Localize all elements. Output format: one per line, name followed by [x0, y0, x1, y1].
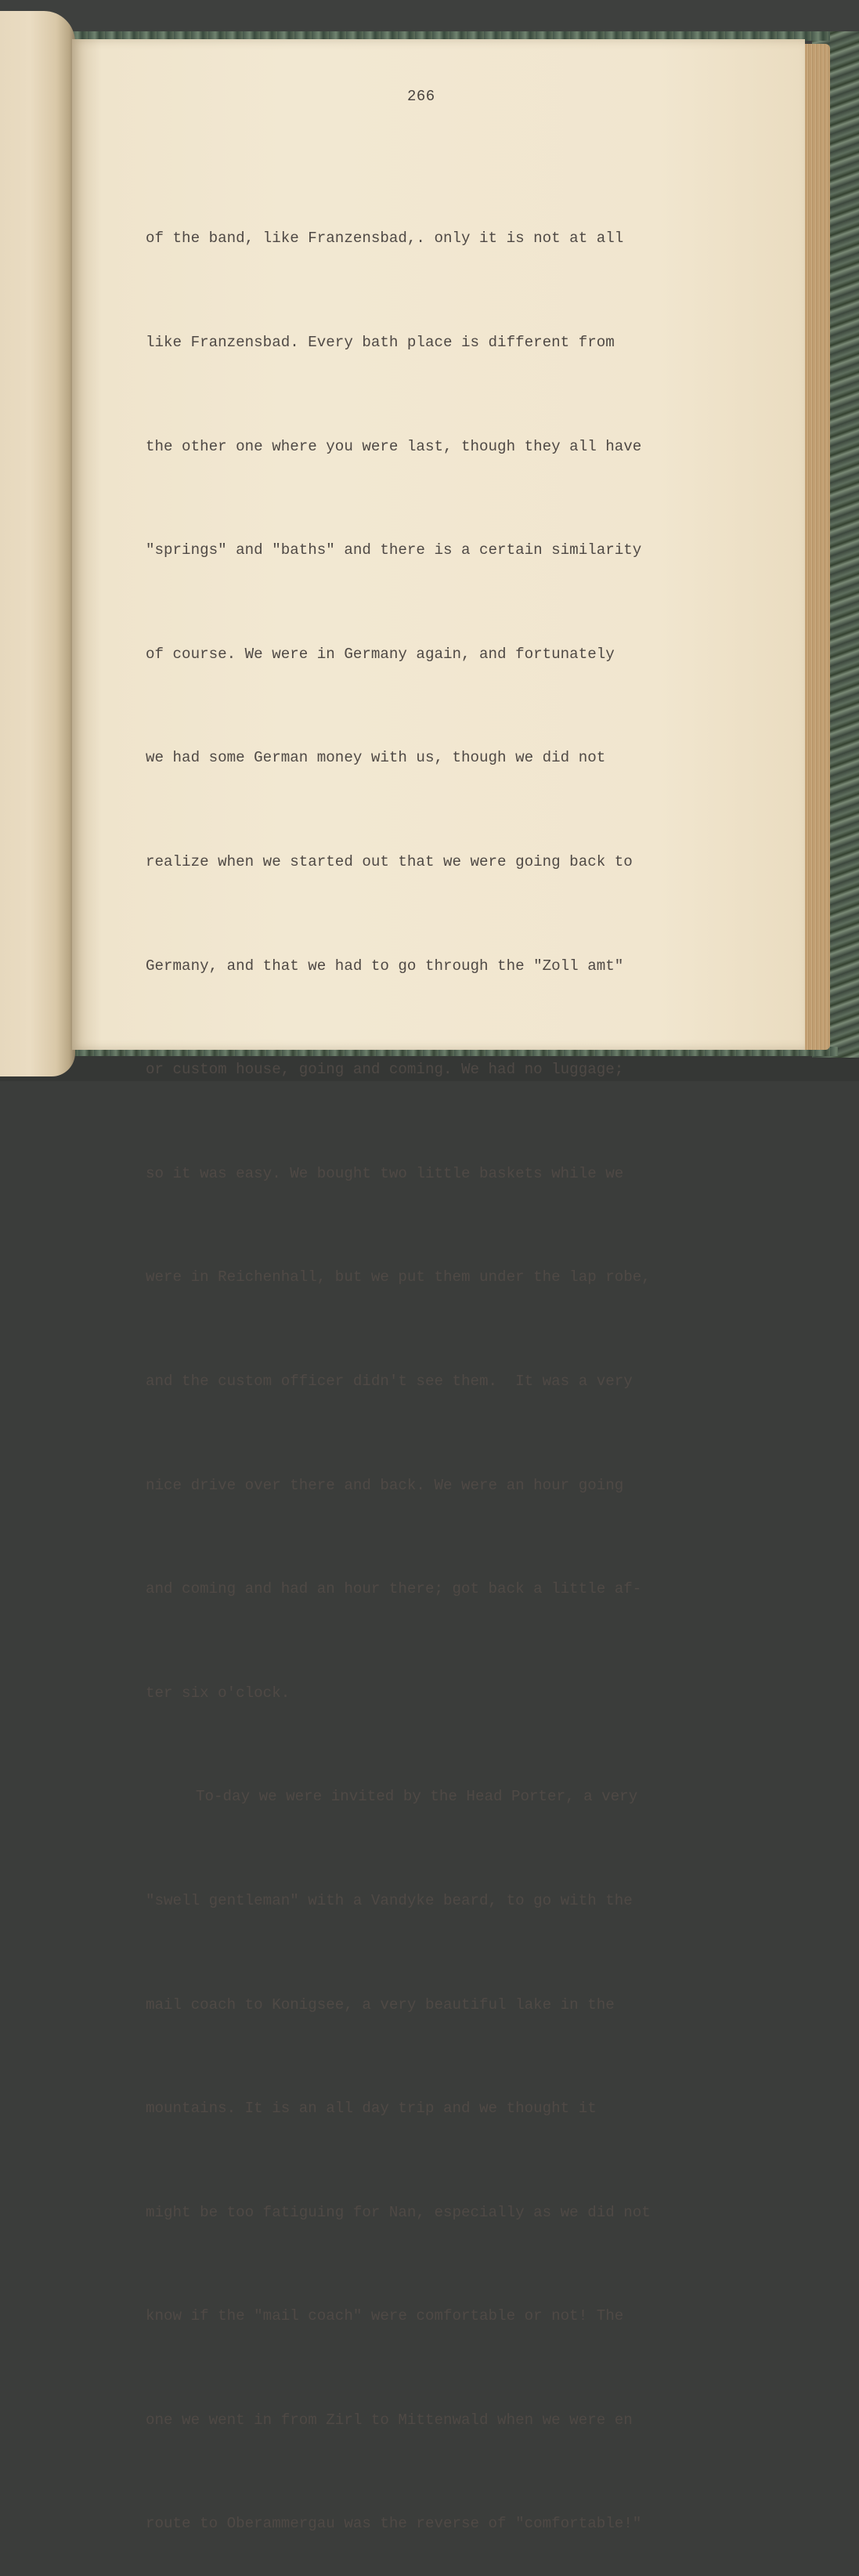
text-line: mountains. It is an all day trip and we thought it — [146, 2100, 597, 2118]
text-line: and the custom officer didn't see them. It was a very — [146, 1372, 633, 1390]
text-line: nice drive over there and back. We were an hour going — [146, 1476, 624, 1494]
paragraph-start-line: To-day we were invited by the Head Porter, a very — [196, 1788, 638, 1806]
text-line: so it was easy. We bought two little baskets while we — [146, 1164, 624, 1182]
text-line: of course. We were in Germany again, and fortunately — [146, 645, 615, 663]
text-line: the other one where you were last, though they all have — [146, 437, 642, 455]
text-line: know if the "mail coach" were comfortable or not! The — [146, 2307, 624, 2325]
text-line: like Franzensbad. Every bath place is different from — [146, 334, 615, 351]
text-line: we had some German money with us, though we did not — [146, 749, 606, 767]
text-line: "springs" and "baths" and there is a certain similarity — [146, 541, 642, 559]
text-line: route to Oberammergau was the reverse of "comfortable!" — [146, 2515, 642, 2533]
text-line: ter six o'clock. — [146, 1684, 291, 1702]
left-facing-page — [0, 11, 75, 1076]
text-line: one we went in from Zirl to Mittenwald when we were en — [146, 2411, 633, 2429]
text-line: and coming and had an hour there; got back a little af- — [146, 1580, 642, 1598]
page-number: 266 — [407, 88, 435, 105]
text-line: were in Reichenhall, but we put them under the lap robe, — [146, 1268, 651, 1286]
text-line: mail coach to Konigsee, a very beautiful lake in the — [146, 1995, 615, 2013]
text-line: or custom house, going and coming. We had no luggage; — [146, 1061, 624, 1079]
page-body — [146, 152, 741, 2576]
text-line: Germany, and that we had to go through the "Zoll amt" — [146, 957, 624, 975]
text-line: "swell gentleman" with a Vandyke beard, to go with the — [146, 1891, 633, 1909]
text-line: of the band, like Franzensbad,. only it is not at all — [146, 230, 624, 248]
text-line: realize when we started out that we were going back to — [146, 852, 633, 870]
text-line: might be too fatiguing for Nan, especially as we did not — [146, 2203, 651, 2221]
